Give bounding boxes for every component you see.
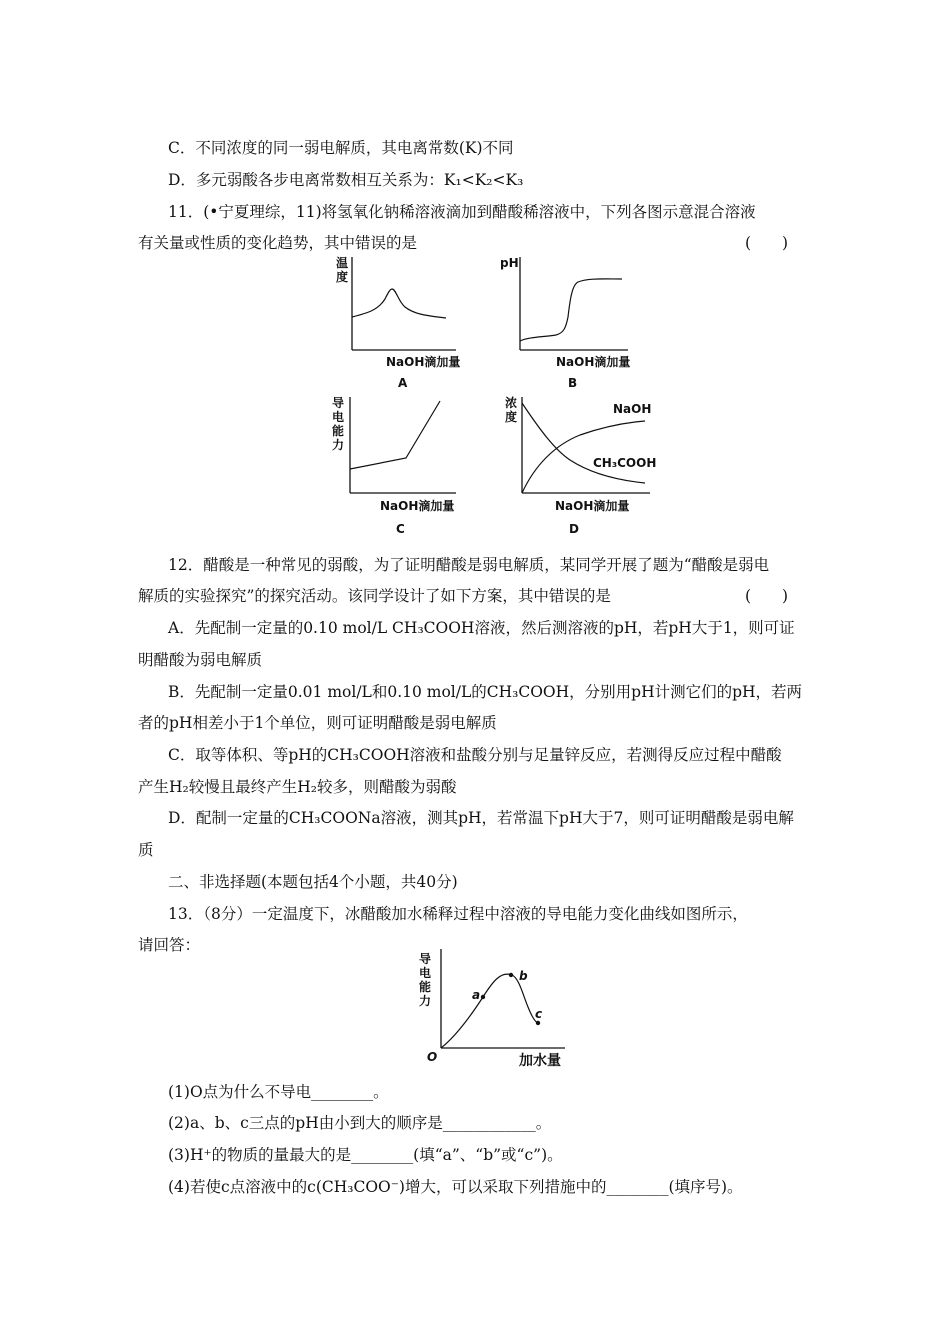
graph-c-caption: C [396, 522, 405, 536]
q12-answer-paren: ( ) [745, 587, 789, 605]
q13-sub1: (1)O点为什么不导电________。 [168, 1083, 389, 1101]
q10-option-d: D．多元弱酸各步电离常数相互关系为：K₁<K₂<K₃ [168, 171, 524, 189]
graph-c-ylabel-2: 电 [332, 410, 345, 424]
graph-c-curve [350, 401, 440, 469]
graph-d-ch3cooh-label: CH₃COOH [593, 456, 657, 470]
q12-option-b-line2: 者的pH相差小于1个单位，则可证明醋酸是弱电解质 [138, 714, 497, 732]
graph-a-curve [352, 289, 446, 318]
q12-option-a-line2: 明醋酸为弱电解质 [138, 651, 263, 669]
q11-answer-paren: ( ) [745, 234, 789, 252]
graph-b-xlabel: NaOH滴加量 [556, 355, 631, 369]
q12-option-a-line1: A．先配制一定量的0.10 mol/L CH₃COOH溶液，然后测溶液的pH，若pH大于1，则可证 [168, 619, 795, 637]
graph-a-ylabel-2: 度 [336, 270, 349, 284]
graph-q13-curve [441, 974, 538, 1048]
graph-a-ylabel-1: 温 [336, 256, 349, 270]
q13-sub3: (3)H⁺的物质的量最大的是________(填“a”、“b”或“c”)。 [168, 1146, 563, 1164]
graph-d-naoh-label: NaOH [613, 402, 652, 416]
graph-d-xlabel: NaOH滴加量 [555, 499, 630, 513]
graph-d-caption: D [569, 522, 579, 536]
q12-option-d-line2: 质 [138, 841, 154, 859]
q13-sub4: (4)若使c点溶液中的c(CH₃COO⁻)增大，可以采取下列措施中的________(填序号)。 [168, 1178, 743, 1196]
graph-b-curve [520, 279, 622, 341]
section-2-heading: 二、非选择题(本题包括4个小题，共40分) [168, 873, 458, 891]
q13-sub2: (2)a、b、c三点的pH由小到大的顺序是____________。 [168, 1114, 552, 1132]
graph-b-caption: B [568, 376, 578, 390]
q12-option-c-line2: 产生H₂较慢且最终产生H₂较多，则醋酸为弱酸 [138, 778, 457, 796]
graph-a-caption: A [398, 376, 408, 390]
graph-q13-label-b: b [519, 969, 528, 983]
graph-c [330, 395, 470, 540]
q10-option-c: C．不同浓度的同一弱电解质，其电离常数(K)不同 [168, 139, 514, 157]
q12-stem-line2: 解质的实验探究”的探究活动。该同学设计了如下方案，其中错误的是 [138, 587, 611, 605]
q11-stem-line2: 有关量或性质的变化趋势，其中错误的是 [138, 234, 418, 252]
graph-q13-ylabel-3: 能 [419, 980, 432, 994]
graph-q13-point-b [509, 973, 513, 977]
graph-d-ylabel-1: 浓 [505, 396, 518, 410]
graph-c-ylabel-4: 力 [332, 438, 345, 452]
graph-c-ylabel-3: 能 [332, 424, 345, 438]
graph-c-xlabel: NaOH滴加量 [380, 499, 455, 513]
graph-q13-ylabel-1: 导 [419, 952, 432, 966]
q13-stem-line1: 13．（8分）一定温度下，冰醋酸加水稀释过程中溶液的导电能力变化曲线如图所示， [168, 905, 748, 923]
graph-a [330, 255, 470, 395]
graph-c-ylabel-1: 导 [332, 396, 345, 410]
q12-option-d-line1: D．配制一定量的CH₃COONa溶液，测其pH，若常温下pH大于7，则可证明醋酸是弱电解 [168, 809, 794, 827]
graph-q13-point-a [481, 995, 485, 999]
graph-a-xlabel: NaOH滴加量 [386, 355, 461, 369]
graph-q13-point-c [536, 1021, 540, 1025]
q11-stem-line1: 11．(•宁夏理综，11)将氢氧化钠稀溶液滴加到醋酸稀溶液中，下列各图示意混合溶液 [168, 203, 756, 221]
graph-b [498, 255, 648, 395]
q12-stem-line1: 12．醋酸是一种常见的弱酸，为了证明醋酸是弱电解质，某同学开展了题为“醋酸是弱电 [168, 556, 770, 574]
graph-b-ylabel: pH [500, 256, 519, 270]
graph-q13-origin: O [427, 1050, 438, 1064]
graph-q13-ylabel-4: 力 [419, 994, 432, 1008]
q12-option-b-line1: B．先配制一定量0.01 mol/L和0.10 mol/L的CH₃COOH，分别用pH计测它们的pH，若两 [168, 683, 803, 701]
graph-q13 [415, 945, 585, 1075]
graph-q13-ylabel-2: 电 [419, 966, 432, 980]
graph-q13-xlabel: 加水量 [519, 1053, 561, 1069]
q12-option-c-line1: C．取等体积、等pH的CH₃COOH溶液和盐酸分别与足量锌反应，若测得反应过程中醋酸 [168, 746, 782, 764]
graph-q13-label-a: a [472, 988, 481, 1002]
graph-q13-label-c: c [535, 1007, 543, 1021]
graph-d [505, 395, 665, 540]
graph-d-ylabel-2: 度 [505, 410, 518, 424]
q13-stem-line2: 请回答： [138, 936, 201, 954]
